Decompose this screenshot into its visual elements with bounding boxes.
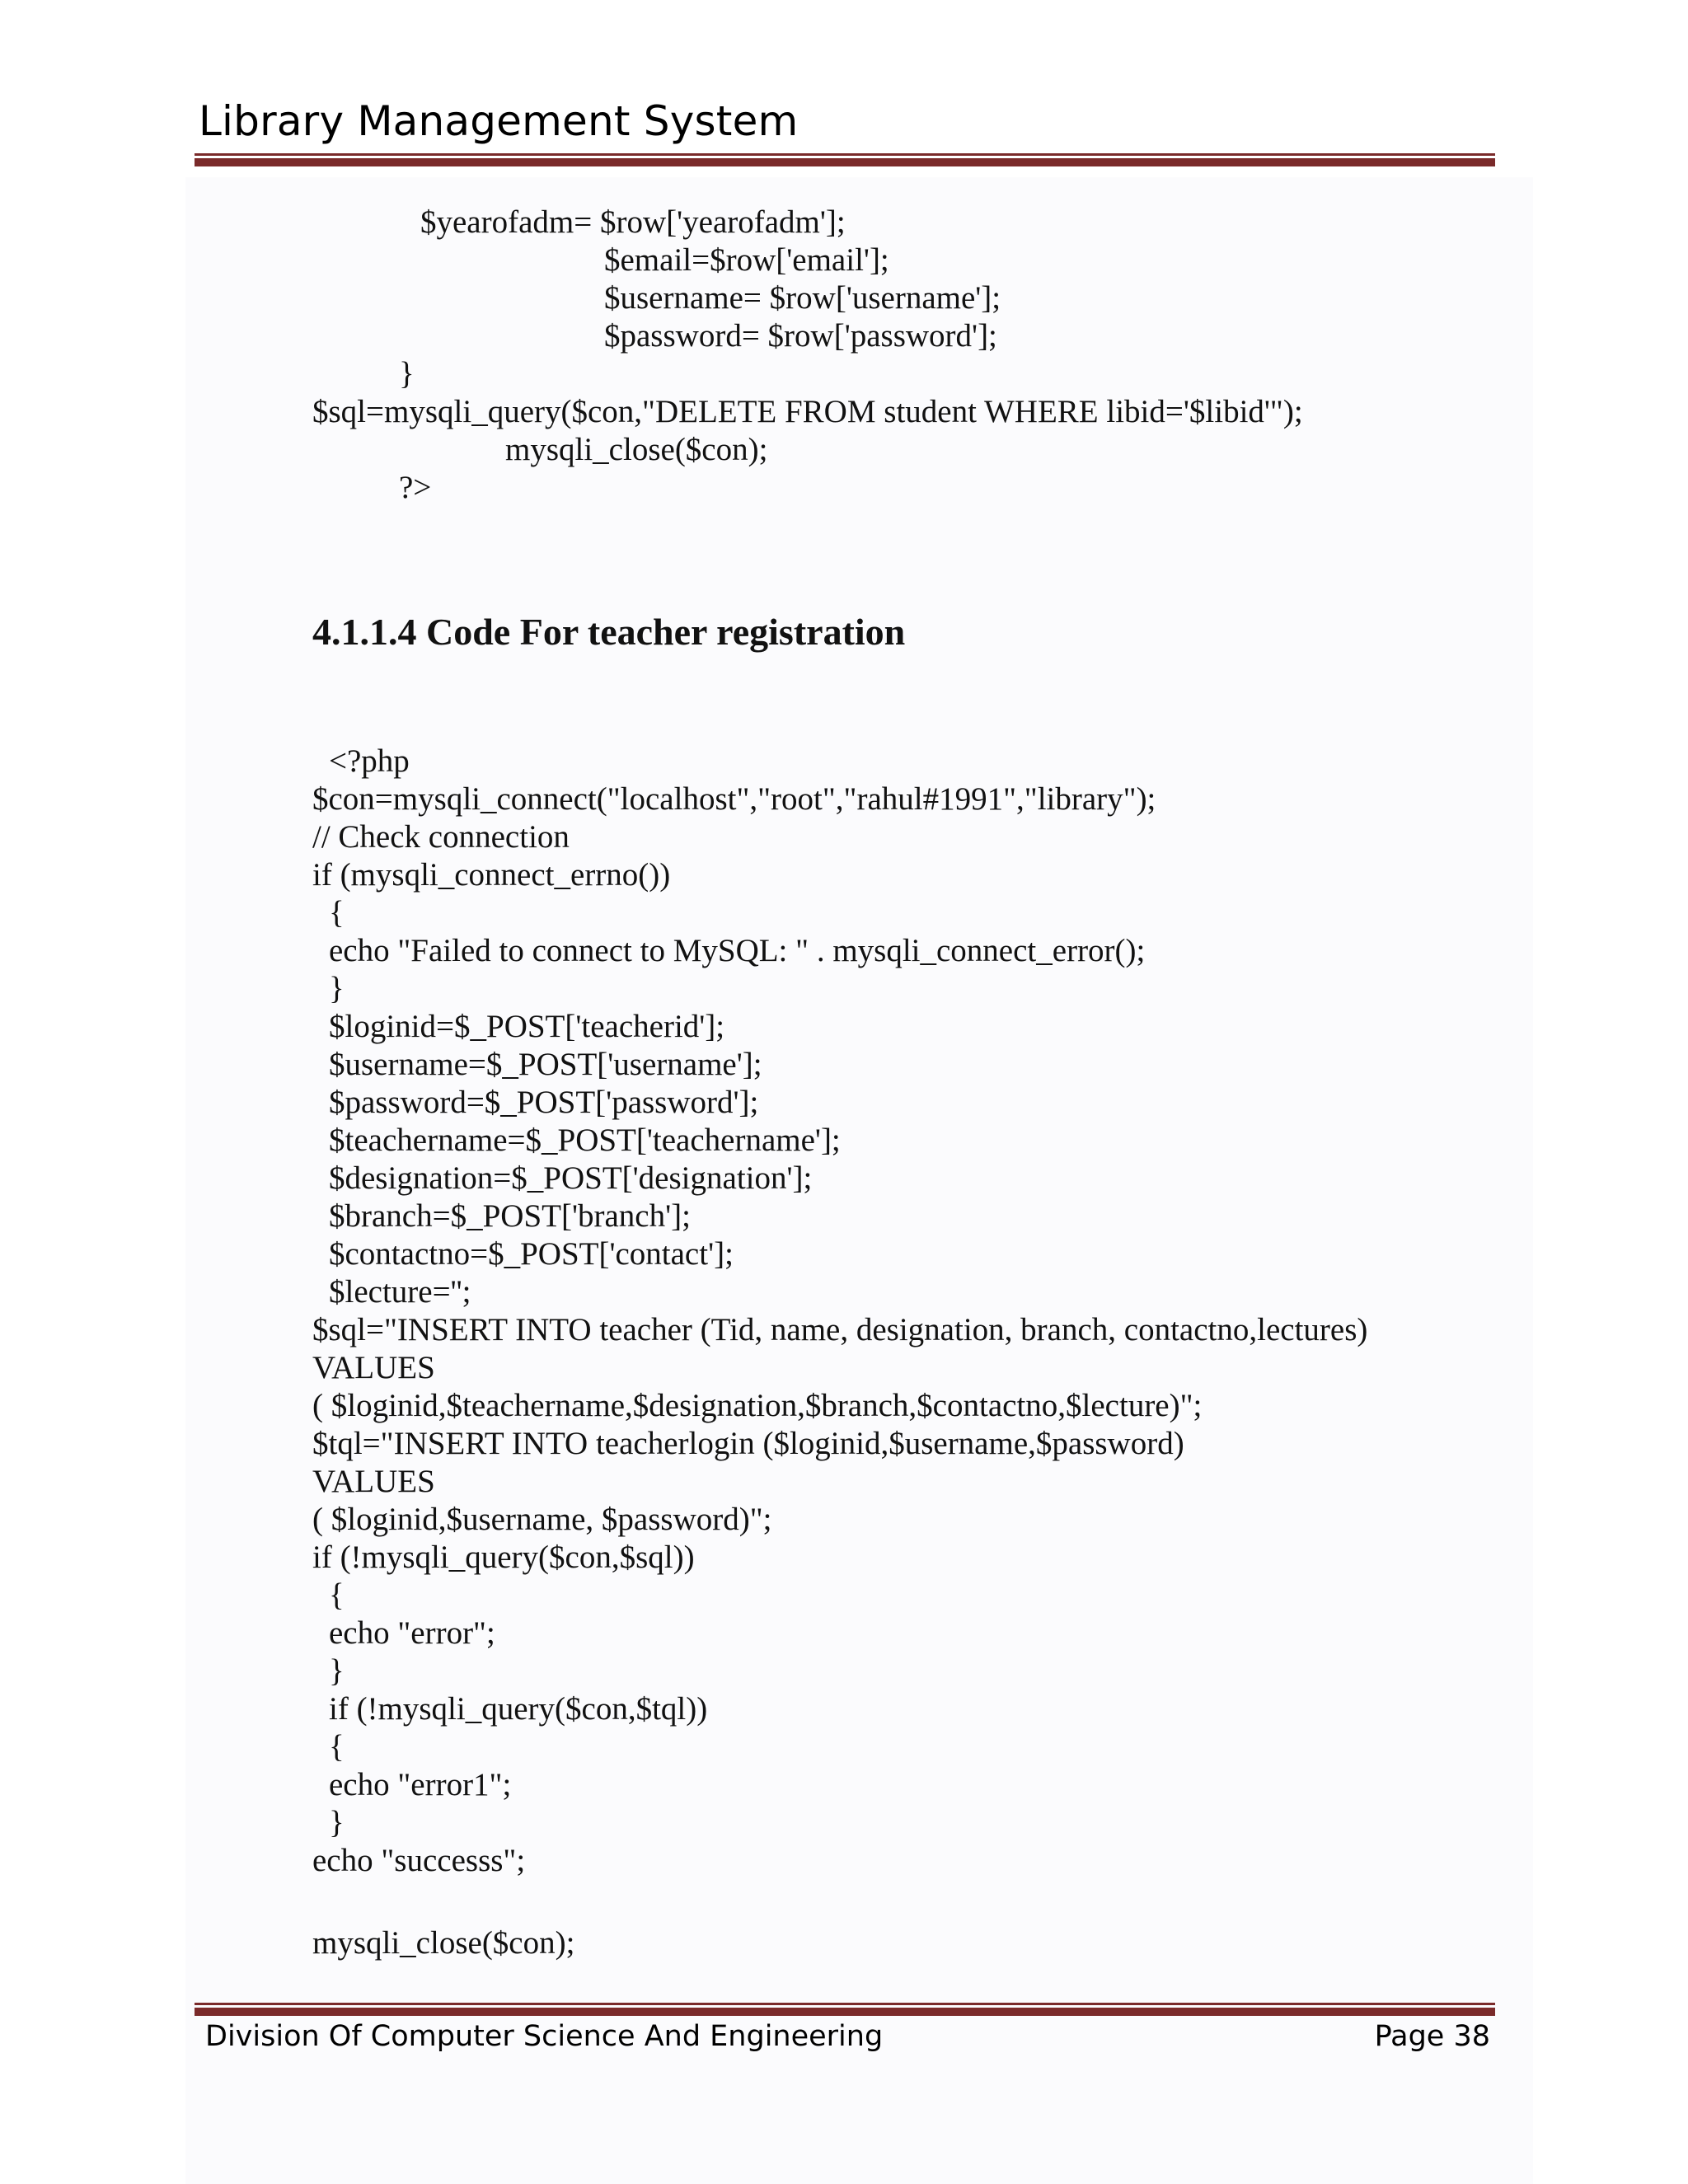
code-line: echo "error1"; — [329, 1767, 512, 1802]
footer-rule-thin — [195, 2003, 1495, 2005]
section-heading: 4.1.1.4 Code For teacher registration — [312, 611, 906, 653]
code-line: if (!mysqli_query($con,$tql)) — [329, 1691, 708, 1727]
code-line: echo "error"; — [329, 1615, 495, 1651]
code-line: $password=$_POST['password']; — [329, 1085, 759, 1120]
code-line: $contactno=$_POST['contact']; — [329, 1236, 734, 1272]
code-line: { — [329, 895, 345, 930]
code-line: echo "successs"; — [312, 1843, 526, 1878]
code-line: $password= $row['password']; — [604, 318, 997, 354]
footer-rule-thick — [195, 2008, 1495, 2016]
code-line: } — [399, 356, 415, 391]
code-line: if (!mysqli_query($con,$sql)) — [312, 1540, 695, 1575]
code-line: { — [329, 1729, 345, 1765]
code-line: mysqli_close($con); — [312, 1925, 575, 1961]
code-line: $loginid=$_POST['teacherid']; — [329, 1009, 725, 1044]
code-line: $username= $row['username']; — [604, 280, 1001, 316]
code-line: $con=mysqli_connect("localhost","root","rahul#1991","library"); — [312, 781, 1156, 817]
code-line: $username=$_POST['username']; — [329, 1047, 762, 1082]
code-line: $designation=$_POST['designation']; — [329, 1160, 813, 1196]
code-line: ( $loginid,$username, $password)"; — [312, 1502, 772, 1537]
code-line: mysqli_close($con); — [505, 432, 768, 467]
code-line: ?> — [399, 470, 432, 505]
code-line: { — [329, 1577, 345, 1613]
code-line: // Check connection — [312, 819, 570, 855]
code-line: VALUES — [312, 1464, 435, 1499]
code-line: <?php — [329, 743, 410, 779]
code-line: } — [329, 1653, 345, 1689]
code-line: $sql="INSERT INTO teacher (Tid, name, designation, branch, contactno,lectures) — [312, 1312, 1368, 1347]
code-line: $teachername=$_POST['teachername']; — [329, 1122, 841, 1158]
code-line: $sql=mysqli_query($con,"DELETE FROM student WHERE libid='$libid'"); — [312, 394, 1303, 429]
code-line: $tql="INSERT INTO teacherlogin ($loginid,$username,$password) — [312, 1426, 1184, 1461]
header-rule-thick — [195, 158, 1495, 166]
code-line: if (mysqli_connect_errno()) — [312, 857, 671, 893]
header-rule-thin — [195, 153, 1495, 156]
code-line: VALUES — [312, 1350, 435, 1385]
code-line: $branch=$_POST['branch']; — [329, 1198, 691, 1234]
page-number: Page 38 — [1374, 2020, 1490, 2053]
code-line: $lecture=''; — [329, 1274, 471, 1310]
code-line: } — [329, 1805, 345, 1840]
code-line: echo "Failed to connect to MySQL: " . mysqli_connect_error(); — [329, 933, 1146, 968]
code-line: $email=$row['email']; — [604, 242, 889, 278]
footer-division: Division Of Computer Science And Engineering — [205, 2020, 884, 2053]
code-line: $yearofadm= $row['yearofadm']; — [420, 204, 846, 240]
code-line: } — [329, 971, 345, 1006]
code-line: ( $loginid,$teachername,$designation,$branch,$contactno,$lecture)"; — [312, 1388, 1203, 1423]
header-title: Library Management System — [199, 97, 799, 145]
